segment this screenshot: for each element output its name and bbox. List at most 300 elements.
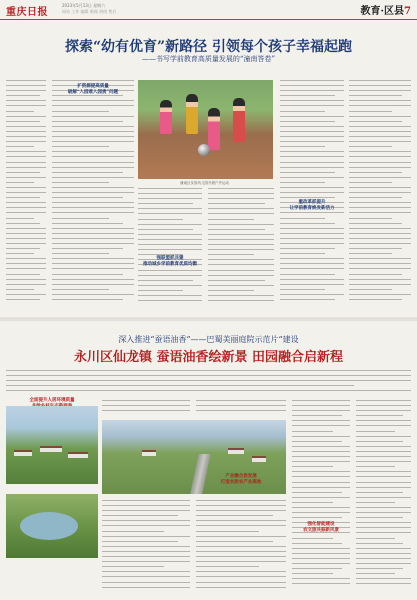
text-line: [6, 228, 46, 229]
text-line: [292, 492, 342, 493]
section-title: [361, 2, 411, 17]
text-line: [356, 405, 411, 406]
kindergarten-photo: [138, 80, 273, 179]
text-line: [52, 294, 134, 295]
text-line: [208, 234, 274, 235]
text-line: [349, 105, 411, 106]
text-line: [208, 285, 274, 286]
text-line: [292, 471, 350, 472]
text-line: [349, 156, 411, 157]
text-line: [196, 556, 286, 557]
text-line: [102, 500, 190, 501]
text-line: [102, 551, 190, 552]
text-line: [52, 111, 109, 112]
text-line: [6, 121, 40, 122]
text-line: [102, 561, 190, 562]
text-line: [52, 80, 134, 81]
text-line: [292, 517, 342, 518]
text-line: [6, 284, 46, 285]
text-line: [6, 182, 34, 183]
text-line: [196, 520, 286, 521]
text-line: [356, 517, 403, 518]
text-line: [208, 239, 274, 240]
top-subhead-2: 强联盟抓共建 推动城乡学前教育优质均衡: [143, 256, 197, 267]
text-line: [6, 248, 40, 249]
text-line: [6, 253, 34, 254]
building-shape: [142, 450, 156, 456]
text-line: [6, 187, 46, 188]
text-line: [208, 300, 274, 301]
text-line: [292, 451, 350, 452]
text-line: [280, 233, 344, 234]
text-line: [208, 224, 274, 225]
text-line: [6, 218, 34, 219]
text-line: [356, 400, 411, 401]
text-line: [102, 587, 190, 588]
text-line: [292, 548, 350, 549]
text-line: [196, 505, 286, 506]
text-line: [102, 520, 190, 521]
bottom-subhead-2: 产业融合促发展 打造农旅农产业高地: [220, 474, 262, 485]
text-line: [292, 415, 342, 416]
child-figure: [186, 94, 198, 134]
text-line: [6, 243, 46, 244]
text-line: [138, 219, 183, 220]
text-line: [280, 248, 335, 249]
text-line: [52, 121, 123, 122]
text-line: [138, 229, 193, 230]
text-line: [102, 510, 190, 511]
text-line: [102, 582, 190, 583]
text-line: [6, 370, 411, 371]
text-line: [208, 213, 274, 214]
text-line: [52, 116, 134, 117]
masthead-links: 网站 工作 编辑 新闻 热线 售后: [62, 9, 117, 14]
text-line: [102, 536, 190, 537]
text-line: [349, 90, 411, 91]
text-line: [138, 193, 202, 194]
text-line: [138, 244, 202, 245]
text-line: [6, 279, 46, 280]
text-line: [349, 258, 411, 259]
text-line: [52, 146, 109, 147]
text-line: [349, 136, 411, 137]
text-line: [52, 228, 134, 229]
text-line: [292, 425, 350, 426]
text-line: [6, 80, 46, 81]
text-line: [356, 578, 411, 579]
text-line: [138, 208, 202, 209]
text-line: [349, 95, 402, 96]
text-line: [52, 177, 134, 178]
text-line: [280, 212, 344, 213]
text-line: [138, 270, 202, 271]
text-line: [349, 233, 411, 234]
text-line: [138, 285, 202, 286]
bottom-subhead-1: 全面提升人居环境质量: [29, 398, 75, 403]
text-line: [52, 100, 134, 101]
text-line: [52, 156, 134, 157]
text-line: [6, 197, 40, 198]
text-line: [292, 461, 350, 462]
text-line: [280, 284, 344, 285]
text-line: [292, 405, 350, 406]
text-line: [52, 289, 109, 290]
text-line: [102, 405, 190, 406]
text-line: [6, 192, 46, 193]
text-line: [52, 172, 123, 173]
ball-icon: [198, 144, 210, 156]
text-line: [102, 400, 190, 401]
text-line: [349, 182, 392, 183]
building-shape: [228, 448, 244, 454]
text-line: [208, 208, 274, 209]
text-line: [52, 248, 123, 249]
text-line: [280, 279, 344, 280]
text-line: [292, 466, 333, 467]
text-line: [356, 492, 403, 493]
text-line: [208, 270, 274, 271]
text-line: [52, 197, 123, 198]
text-line: [280, 131, 344, 132]
text-line: [102, 505, 190, 506]
text-line: [6, 258, 46, 259]
text-line: [280, 141, 344, 142]
text-line: [208, 295, 274, 296]
text-line: [52, 258, 134, 259]
text-line: [52, 187, 134, 188]
text-line: [6, 268, 46, 269]
text-line: [349, 268, 411, 269]
text-line: [292, 431, 333, 432]
text-line: [280, 126, 344, 127]
text-line: [280, 95, 335, 96]
text-line: [6, 294, 46, 295]
text-line: [292, 568, 342, 569]
top-subheadline: ——书写学前教育高质量发展的“潼南答卷”: [141, 55, 276, 63]
text-line: [349, 279, 411, 280]
text-line: [356, 563, 411, 564]
bottom-column-2: [102, 400, 190, 418]
text-line: [349, 253, 392, 254]
text-line: [208, 275, 274, 276]
text-line: [6, 95, 40, 96]
text-line: [292, 446, 350, 447]
text-line: [349, 126, 411, 127]
text-line: [280, 151, 344, 152]
pond-photo: [6, 494, 98, 558]
text-line: [196, 536, 286, 537]
text-line: [349, 284, 411, 285]
text-line: [102, 525, 190, 526]
text-line: [356, 415, 403, 416]
text-line: [102, 566, 164, 567]
text-line: [280, 146, 325, 147]
text-line: [349, 238, 411, 239]
text-line: [52, 253, 109, 254]
text-line: [349, 248, 402, 249]
text-line: [349, 228, 411, 229]
text-line: [356, 446, 411, 447]
text-line: [356, 507, 411, 508]
text-line: [6, 131, 46, 132]
text-line: [208, 229, 265, 230]
masthead: [0, 0, 417, 20]
text-line: [356, 425, 411, 426]
text-line: [292, 482, 350, 483]
text-line: [356, 487, 411, 488]
text-line: [6, 212, 46, 213]
text-line: [349, 177, 411, 178]
text-line: [196, 551, 286, 552]
section-name: 教育·区县: [360, 6, 405, 17]
text-line: [292, 502, 333, 503]
text-line: [292, 543, 342, 544]
building-shape: [252, 456, 266, 462]
text-line: [280, 111, 325, 112]
text-line: [6, 151, 46, 152]
newspaper-logo: 重庆日报: [6, 7, 48, 18]
text-line: [138, 280, 193, 281]
text-line: [6, 299, 40, 300]
text-line: [280, 182, 325, 183]
text-line: [280, 177, 344, 178]
text-line: [280, 274, 335, 275]
text-line: [6, 90, 46, 91]
text-line: [349, 207, 411, 208]
text-line: [356, 410, 411, 411]
text-line: [52, 299, 123, 300]
text-line: [280, 228, 344, 229]
text-line: [138, 188, 202, 189]
text-line: [52, 218, 109, 219]
text-line: [138, 249, 202, 250]
bottom-column-2b: [102, 500, 190, 592]
text-line: [292, 476, 350, 477]
text-line: [52, 279, 134, 280]
page-number: 7: [404, 6, 411, 17]
text-line: [356, 420, 411, 421]
top-subhead-3: 重改革抓提升 让学前教育焕发新活力: [289, 200, 335, 211]
text-line: [349, 202, 411, 203]
text-line: [280, 294, 344, 295]
text-line: [196, 582, 286, 583]
text-line: [280, 218, 325, 219]
text-line: [52, 274, 123, 275]
text-line: [356, 532, 411, 533]
text-line: [356, 543, 403, 544]
text-line: [280, 192, 344, 193]
text-line: [196, 576, 286, 577]
text-line: [52, 192, 134, 193]
text-line: [102, 576, 190, 577]
text-line: [196, 587, 286, 588]
text-line: [6, 126, 46, 127]
text-line: [6, 111, 34, 112]
text-line: [349, 167, 411, 168]
text-line: [208, 244, 274, 245]
text-line: [52, 268, 134, 269]
text-line: [52, 223, 123, 224]
text-line: [292, 400, 350, 401]
text-line: [6, 172, 40, 173]
bottom-column-5: [356, 400, 411, 592]
text-line: [356, 466, 395, 467]
text-line: [292, 456, 350, 457]
text-line: [196, 525, 286, 526]
text-line: [349, 100, 411, 101]
text-line: [6, 141, 46, 142]
text-line: [349, 243, 411, 244]
text-line: [208, 290, 254, 291]
child-figure: [208, 108, 220, 150]
text-line: [280, 253, 325, 254]
text-line: [349, 121, 402, 122]
text-line: [196, 515, 273, 516]
text-line: [138, 300, 202, 301]
top-subhead-1: 扩资源提高质量 破解“入园难入园贵”问题: [67, 84, 119, 95]
text-line: [356, 538, 395, 539]
text-line: [138, 239, 202, 240]
photo-caption: 潼南区实验幼儿园开展户外运动: [180, 181, 229, 185]
text-line: [196, 531, 259, 532]
text-line: [208, 280, 265, 281]
text-line: [52, 167, 134, 168]
text-line: [6, 207, 46, 208]
text-line: [102, 546, 190, 547]
text-line: [356, 558, 411, 559]
text-line: [6, 116, 46, 117]
text-line: [349, 218, 392, 219]
text-line: [356, 548, 411, 549]
text-line: [6, 136, 46, 137]
text-line: [52, 233, 134, 234]
building-shape: [68, 452, 88, 458]
text-line: [349, 289, 392, 290]
text-line: [52, 212, 134, 213]
text-line: [356, 431, 395, 432]
text-line: [6, 233, 46, 234]
text-line: [280, 85, 344, 86]
text-line: [6, 263, 46, 264]
top-column-1: [6, 80, 46, 308]
text-line: [280, 263, 344, 264]
child-figure: [160, 100, 172, 134]
village-photo: [6, 406, 98, 484]
text-line: [196, 546, 286, 547]
building-shape: [14, 450, 32, 456]
text-line: [52, 162, 134, 163]
text-line: [280, 243, 344, 244]
text-line: [280, 258, 344, 259]
text-line: [349, 151, 411, 152]
text-line: [280, 121, 335, 122]
text-line: [102, 531, 164, 532]
text-line: [349, 192, 411, 193]
text-line: [292, 410, 350, 411]
bottom-headline: 永川区仙龙镇 蚕语油香绘新景 田园融合启新程: [73, 350, 344, 365]
text-line: [292, 583, 350, 584]
text-line: [280, 80, 344, 81]
text-line: [292, 420, 350, 421]
text-line: [280, 156, 344, 157]
text-line: [349, 299, 402, 300]
text-line: [280, 90, 344, 91]
text-line: [349, 294, 411, 295]
text-line: [52, 263, 134, 264]
text-line: [349, 212, 411, 213]
text-line: [349, 111, 392, 112]
text-line: [196, 561, 286, 562]
text-line: [356, 512, 411, 513]
text-line: [356, 471, 411, 472]
text-line: [356, 573, 395, 574]
text-line: [6, 223, 40, 224]
text-line: [6, 156, 46, 157]
text-line: [356, 522, 411, 523]
text-line: [356, 436, 411, 437]
text-line: [280, 197, 335, 198]
text-line: [52, 284, 134, 285]
text-line: [208, 193, 274, 194]
text-line: [356, 451, 411, 452]
text-line: [102, 556, 190, 557]
text-line: [52, 182, 109, 183]
text-line: [208, 188, 274, 189]
text-line: [356, 502, 395, 503]
text-line: [356, 497, 411, 498]
text-line: [280, 223, 335, 224]
text-line: [292, 578, 350, 579]
text-line: [52, 105, 134, 106]
bottom-subhead-3: 强化智能建设 农文旅共振新风景: [303, 522, 339, 533]
text-line: [52, 238, 134, 239]
text-line: [52, 126, 134, 127]
text-line: [6, 274, 40, 275]
text-line: [292, 553, 350, 554]
text-line: [6, 167, 46, 168]
text-line: [6, 375, 411, 376]
text-line: [349, 146, 392, 147]
top-column-4: [208, 188, 274, 308]
text-line: [349, 131, 411, 132]
text-line: [349, 197, 402, 198]
text-line: [356, 456, 411, 457]
text-line: [349, 141, 411, 142]
text-line: [102, 515, 178, 516]
text-line: [52, 151, 134, 152]
text-line: [6, 289, 34, 290]
text-line: [6, 380, 411, 381]
text-line: [280, 162, 344, 163]
text-line: [356, 568, 403, 569]
text-line: [292, 497, 350, 498]
text-line: [196, 541, 273, 542]
text-line: [196, 400, 286, 401]
text-line: [138, 213, 202, 214]
text-line: [280, 136, 344, 137]
text-line: [349, 187, 411, 188]
text-line: [196, 566, 259, 567]
text-line: [102, 541, 178, 542]
text-line: [356, 441, 403, 442]
text-line: [196, 500, 286, 501]
text-line: [208, 259, 274, 260]
bottom-intro: [6, 370, 411, 396]
text-line: [6, 177, 46, 178]
top-column-2: [52, 80, 134, 308]
text-line: [349, 263, 411, 264]
